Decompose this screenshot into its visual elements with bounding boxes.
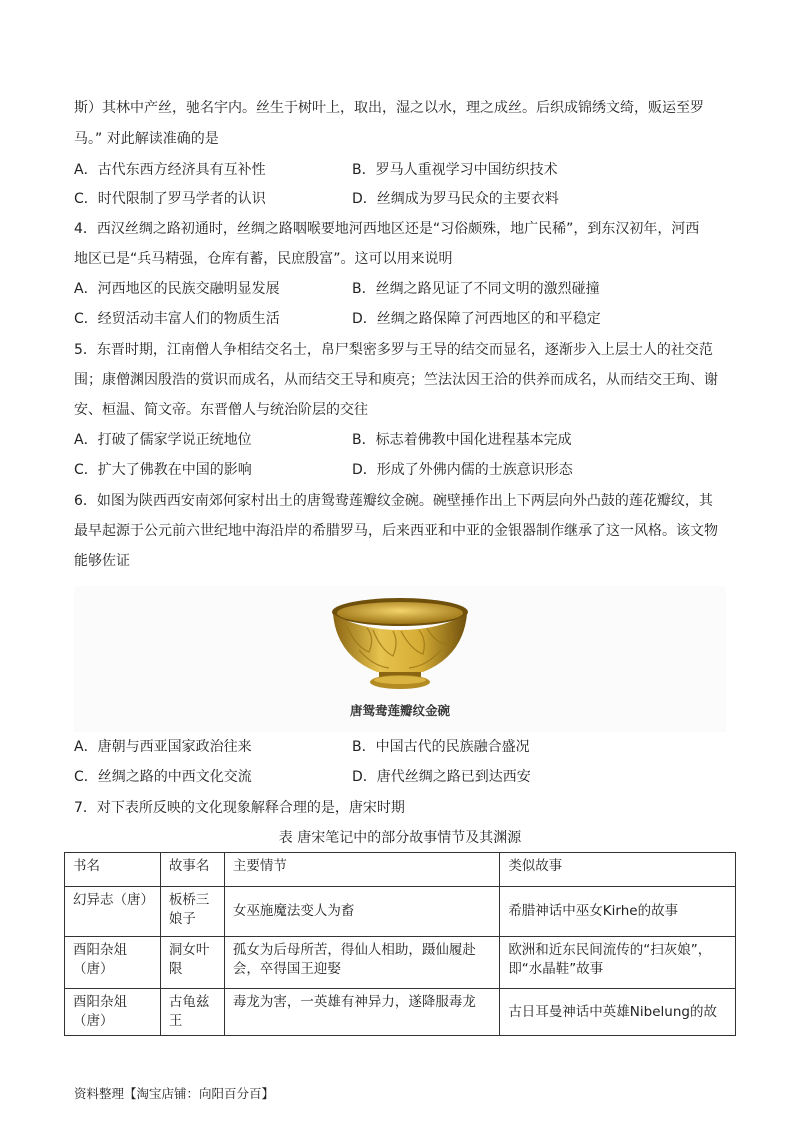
figure-caption: 唐鸳鸯莲瓣纹金碗 — [349, 703, 450, 718]
q6-option-b[interactable]: B．中国古代的民族融合盛况 — [352, 739, 530, 755]
q5-text-line2: 围；康僧渊因殷浩的赏识而成名，从而结交王导和庾亮；竺法汰因王洽的供养而成名，从而结交王珣、谢 — [74, 372, 718, 388]
table-cell: 女巫施魔法变人为畜 — [224, 887, 499, 937]
header-cell-similar: 类似故事 — [500, 853, 736, 887]
table-cell: 孤女为后母所苦，得仙人相助，蹑仙履赴会，卒得国王迎娶 — [224, 937, 499, 989]
q3-option-a[interactable]: A．古代东西方经济具有互补性 — [74, 162, 266, 178]
q3-text-line2: 马。” 对此解读准确的是 — [74, 131, 219, 147]
q5-option-a[interactable]: A．打破了儒家学说正统地位 — [74, 432, 252, 448]
q7-text-line1: 7．对下表所反映的文化现象解释合理的是，唐宋时期 — [74, 800, 405, 816]
table-cell: 洞女叶限 — [160, 937, 224, 989]
table-cell: 酉阳杂俎（唐） — [65, 937, 161, 989]
q3-option-b[interactable]: B．罗马人重视学习中国纺织技术 — [352, 162, 558, 178]
table-caption: 表 唐宋笔记中的部分故事情节及其渊源 — [278, 830, 522, 846]
q4-option-a[interactable]: A．河西地区的民族交融明显发展 — [74, 281, 280, 297]
table-row — [65, 937, 736, 989]
q6-text-line1: 6．如图为陕西西安南郊何家村出土的唐鸳鸯莲瓣纹金碗。碗壁捶作出上下两层向外凸鼓的莲花瓣纹，其 — [74, 493, 713, 509]
q5-option-c[interactable]: C．扩大了佛教在中国的影响 — [74, 462, 252, 478]
q4-option-c[interactable]: C．经贸活动丰富人们的物质生活 — [74, 311, 280, 327]
q4-option-b[interactable]: B．丝绸之路见证了不同文明的激烈碰撞 — [352, 281, 600, 297]
gold-bowl-image — [329, 594, 471, 694]
q5-option-d[interactable]: D．形成了外佛内儒的士族意识形态 — [352, 462, 573, 478]
table-cell: 古日耳曼神话中英雄Nibelung的故 — [500, 989, 736, 1036]
table-cell: 毒龙为害，一英雄有神异力，遂降服毒龙 — [224, 989, 499, 1036]
table-cell: 欧洲和近东民间流传的“扫灰娘”，即“水晶鞋”故事 — [500, 937, 736, 989]
q6-option-d[interactable]: D．唐代丝绸之路已到达西安 — [352, 769, 531, 785]
table-cell: 希腊神话中巫女Kirhe的故事 — [500, 887, 736, 937]
q5-text-line1: 5．东晋时期，江南僧人争相结交名士，帛尸梨密多罗与王导的结交而显名，逐渐步入上层士人的社交范 — [74, 342, 713, 358]
q5-text-line3: 安、桓温、简文帝。东晋僧人与统治阶层的交往 — [74, 402, 368, 418]
q4-option-d[interactable]: D．丝绸之路保障了河西地区的和平稳定 — [352, 311, 601, 327]
q6-text-line2: 最早起源于公元前六世纪地中海沿岸的希腊罗马，后来西亚和中亚的金银器制作继承了这一风格。该文物 — [74, 523, 718, 539]
table-header-row — [65, 853, 736, 887]
q5-option-b[interactable]: B．标志着佛教中国化进程基本完成 — [352, 432, 572, 448]
story-table — [64, 852, 736, 1036]
gold-bowl-figure — [74, 586, 726, 732]
table-cell: 幻异志（唐） — [65, 887, 161, 937]
q6-option-c[interactable]: C．丝绸之路的中西文化交流 — [74, 769, 252, 785]
table-cell: 板桥三娘子 — [160, 887, 224, 937]
q3-option-d[interactable]: D．丝绸成为罗马民众的主要衣料 — [352, 191, 559, 207]
q3-text-line1: 斯）其林中产丝，驰名宇内。丝生于树叶上，取出，湿之以水，理之成丝。后织成锦绣文绮，贩运至罗 — [74, 100, 704, 116]
table-row — [65, 887, 736, 937]
q6-option-a[interactable]: A．唐朝与西亚国家政治往来 — [74, 739, 252, 755]
q4-text-line2: 地区已是“兵马精强，仓库有蓄，民庶殷富”。这可以用来说明 — [74, 251, 453, 267]
table-cell: 酉阳杂俎（唐） — [65, 989, 161, 1036]
header-cell-book: 书名 — [65, 853, 161, 887]
q4-text-line1: 4．西汉丝绸之路初通时，丝绸之路咽喉要地河西地区还是“习俗颇殊，地广民稀”，到东汉初年，河西 — [74, 221, 700, 237]
q6-text-line3: 能够佐证 — [74, 553, 130, 569]
table-cell: 古龟兹王 — [160, 989, 224, 1036]
footer-source: 资料整理【淘宝店铺：向阳百分百】 — [74, 1086, 275, 1101]
header-cell-plot: 主要情节 — [224, 853, 499, 887]
table-row — [65, 989, 736, 1036]
q3-option-c[interactable]: C．时代限制了罗马学者的认识 — [74, 191, 266, 207]
header-cell-story: 故事名 — [160, 853, 224, 887]
